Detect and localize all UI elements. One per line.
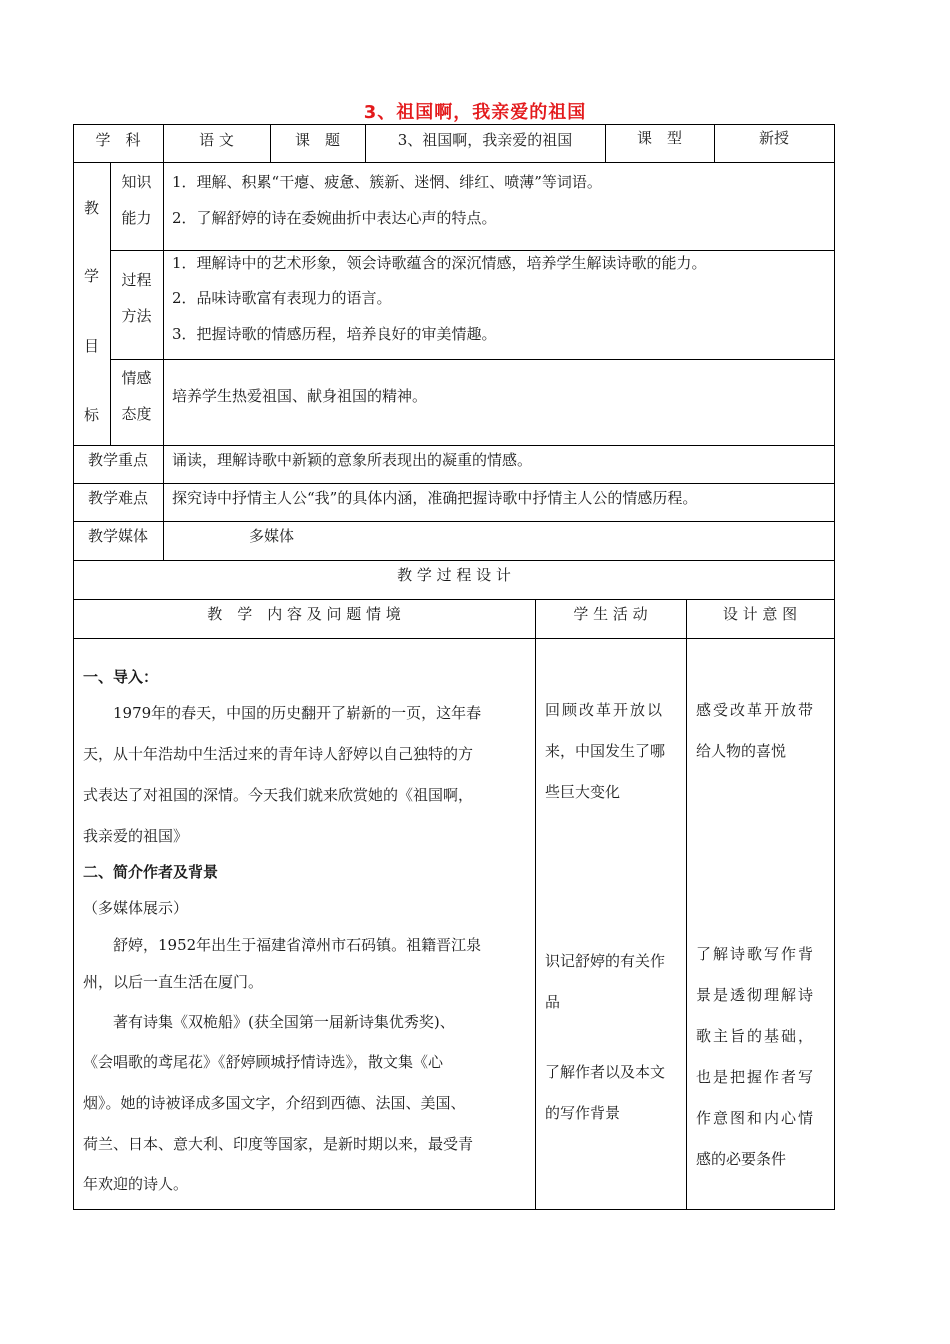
content-line: 天，从十年浩劫中生活过来的青年诗人舒婷以自己独特的方 (83, 745, 474, 763)
activity-line: 的写作背景 (545, 1104, 621, 1122)
intent-line: 感受改革开放带 (696, 701, 816, 719)
side-char: 教 (83, 199, 99, 217)
emotion-line: 培养学生热爱祖国、献身祖国的精神。 (172, 387, 428, 405)
section-heading: 一、导入： (83, 668, 159, 686)
column-header-intent: 设 计 意 图 (722, 605, 798, 623)
topic-label: 课 题 (294, 131, 340, 149)
activity-line: 品 (545, 993, 561, 1011)
process-line: 1．理解诗中的艺术形象，领会诗歌蕴含的深沉情感，培养学生解读诗歌的能力。 (172, 254, 707, 272)
activity-line: 识记舒婷的有关作 (545, 952, 666, 970)
content-line: 荷兰、日本、意大利、印度等国家，是新时期以来，最受青 (83, 1135, 474, 1153)
intent-line: 景是透彻理解诗 (696, 986, 816, 1004)
intent-line: 歌主旨的基础， (696, 1027, 816, 1045)
process-line: 3．把握诗歌的情感历程，培养良好的审美情趣。 (172, 325, 497, 343)
type-value: 新授 (758, 129, 789, 147)
intent-line: 感的必要条件 (696, 1150, 787, 1168)
column-header-activity: 学 生 活 动 (573, 605, 648, 623)
side-char: 标 (83, 406, 99, 424)
side-char: 目 (83, 337, 99, 355)
content-line: 著有诗集《双桅船》(获全国第一届新诗集优秀奖)、 (83, 1013, 455, 1031)
side-char: 学 (83, 267, 99, 285)
key-points-label: 教学重点 (87, 451, 148, 469)
process-line: 2．品味诗歌富有表现力的语言。 (172, 289, 392, 307)
content-line: 州，以后一直生活在厦门。 (83, 973, 264, 991)
section-heading: 二、简介作者及背景 (83, 863, 219, 881)
intent-line: 也是把握作者写 (696, 1068, 816, 1086)
difficulties-value: 探究诗中抒情主人公“我”的具体内涵，准确把握诗歌中抒情主人公的情感历程。 (172, 489, 698, 507)
media-label: 教学媒体 (87, 527, 148, 545)
content-note: （多媒体展示） (83, 899, 189, 917)
knowledge-line: 2．了解舒婷的诗在委婉曲折中表达心声的特点。 (172, 209, 497, 227)
content-line: 舒婷，1952年出生于福建省漳州市石码镇。祖籍晋江泉 (83, 936, 482, 954)
emotion-label: 态度 (121, 405, 152, 423)
process-label: 方法 (121, 307, 152, 325)
content-line: 烟》。她的诗被译成多国文字，介绍到西德、法国、美国、 (83, 1094, 466, 1112)
difficulties-label: 教学难点 (87, 489, 148, 507)
intent-line: 了解诗歌写作背 (696, 945, 816, 963)
activity-line: 来，中国发生了哪 (545, 742, 666, 760)
knowledge-label: 能力 (121, 209, 152, 227)
knowledge-line: 1．理解、积累“干瘪、疲惫、簇新、迷惘、绯红、喷薄”等词语。 (172, 173, 602, 191)
process-design-heading: 教 学 过 程 设 计 (397, 566, 511, 584)
intent-line: 作意图和内心情 (696, 1109, 816, 1127)
activity-line: 些巨大变化 (545, 783, 621, 801)
page-title: 3、祖国啊，我亲爱的祖国 (363, 102, 587, 123)
column-header-content: 教 学 内 容 及 问 题 情 境 (207, 605, 401, 623)
content-line: 年欢迎的诗人。 (83, 1175, 189, 1193)
emotion-label: 情感 (121, 369, 152, 387)
type-label: 课 型 (636, 129, 682, 147)
process-label: 过程 (121, 271, 152, 289)
content-line: 式表达了对祖国的深情。今天我们就来欣赏她的《祖国啊， (83, 786, 474, 804)
subject-value: 语 文 (199, 131, 234, 149)
knowledge-label: 知识 (121, 173, 152, 191)
key-points-value: 诵读，理解诗歌中新颖的意象所表现出的凝重的情感。 (172, 451, 533, 469)
activity-line: 了解作者以及本文 (545, 1063, 666, 1081)
activity-line: 回顾改革开放以 (545, 701, 665, 719)
intent-line: 给人物的喜悦 (696, 742, 787, 760)
topic-value: 3、祖国啊，我亲爱的祖国 (397, 131, 573, 149)
subject-label: 学 科 (95, 131, 141, 149)
content-line: 1979年的春天，中国的历史翻开了崭新的一页，这年春 (83, 704, 482, 722)
content-line: 《会唱歌的鸢尾花》《舒婷顾城抒情诗选》，散文集《心 (83, 1053, 444, 1071)
media-value: 多媒体 (249, 527, 295, 545)
content-line: 我亲爱的祖国》 (83, 827, 189, 845)
